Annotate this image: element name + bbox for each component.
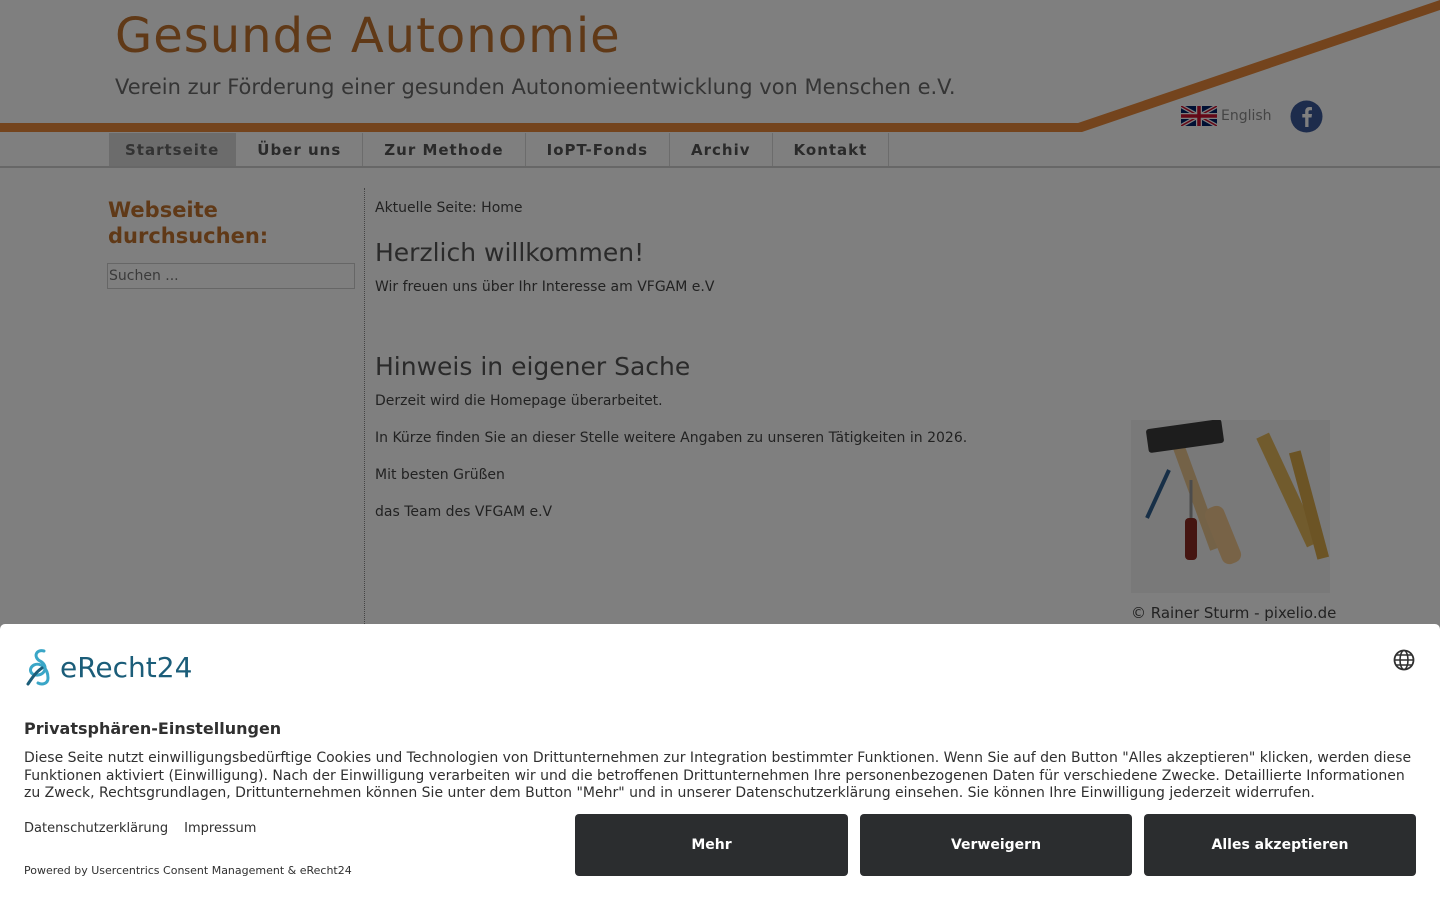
erecht24-logo-text: eRecht24 [60,650,193,684]
consent-title: Privatsphären-Einstellungen [24,719,282,738]
privacy-policy-link[interactable]: Datenschutzerklärung [24,821,169,836]
consent-links [24,821,256,836]
deny-button[interactable]: Verweigern [860,814,1132,876]
powered-by-text: Powered by Usercentrics Consent Management & eRecht24 [24,864,352,877]
erecht24-logo [24,648,192,686]
imprint-link[interactable]: Impressum [184,821,257,836]
language-globe-icon[interactable] [1393,649,1415,671]
erecht24-logo-icon [24,648,58,686]
more-button[interactable]: Mehr [575,814,848,876]
consent-description: Diese Seite nutzt einwilligungsbedürftige Cookies und Technologien von Drittunternehmen zur Integration bestimmter Funktionen. Wenn Sie auf den Button "Alles akzeptieren" klicken, werden diese Funktionen aktiviert (Einwilligung). Nach der Einwilligung verarbeiten wir und die betroffenen Drittunternehmen Ihre personenbezogenen Daten für verschiedene Zwecke. Detaillierte Informationen zu Zweck, Rechtsgrundlagen, Drittunternehmen können Sie unter dem Button "Mehr" und in unserer Datenschutzerklärung einsehen. Sie können Ihre Einwilligung jederzeit widerrufen. [24,750,1412,801]
accept-all-button[interactable]: Alles akzeptieren [1144,814,1416,876]
